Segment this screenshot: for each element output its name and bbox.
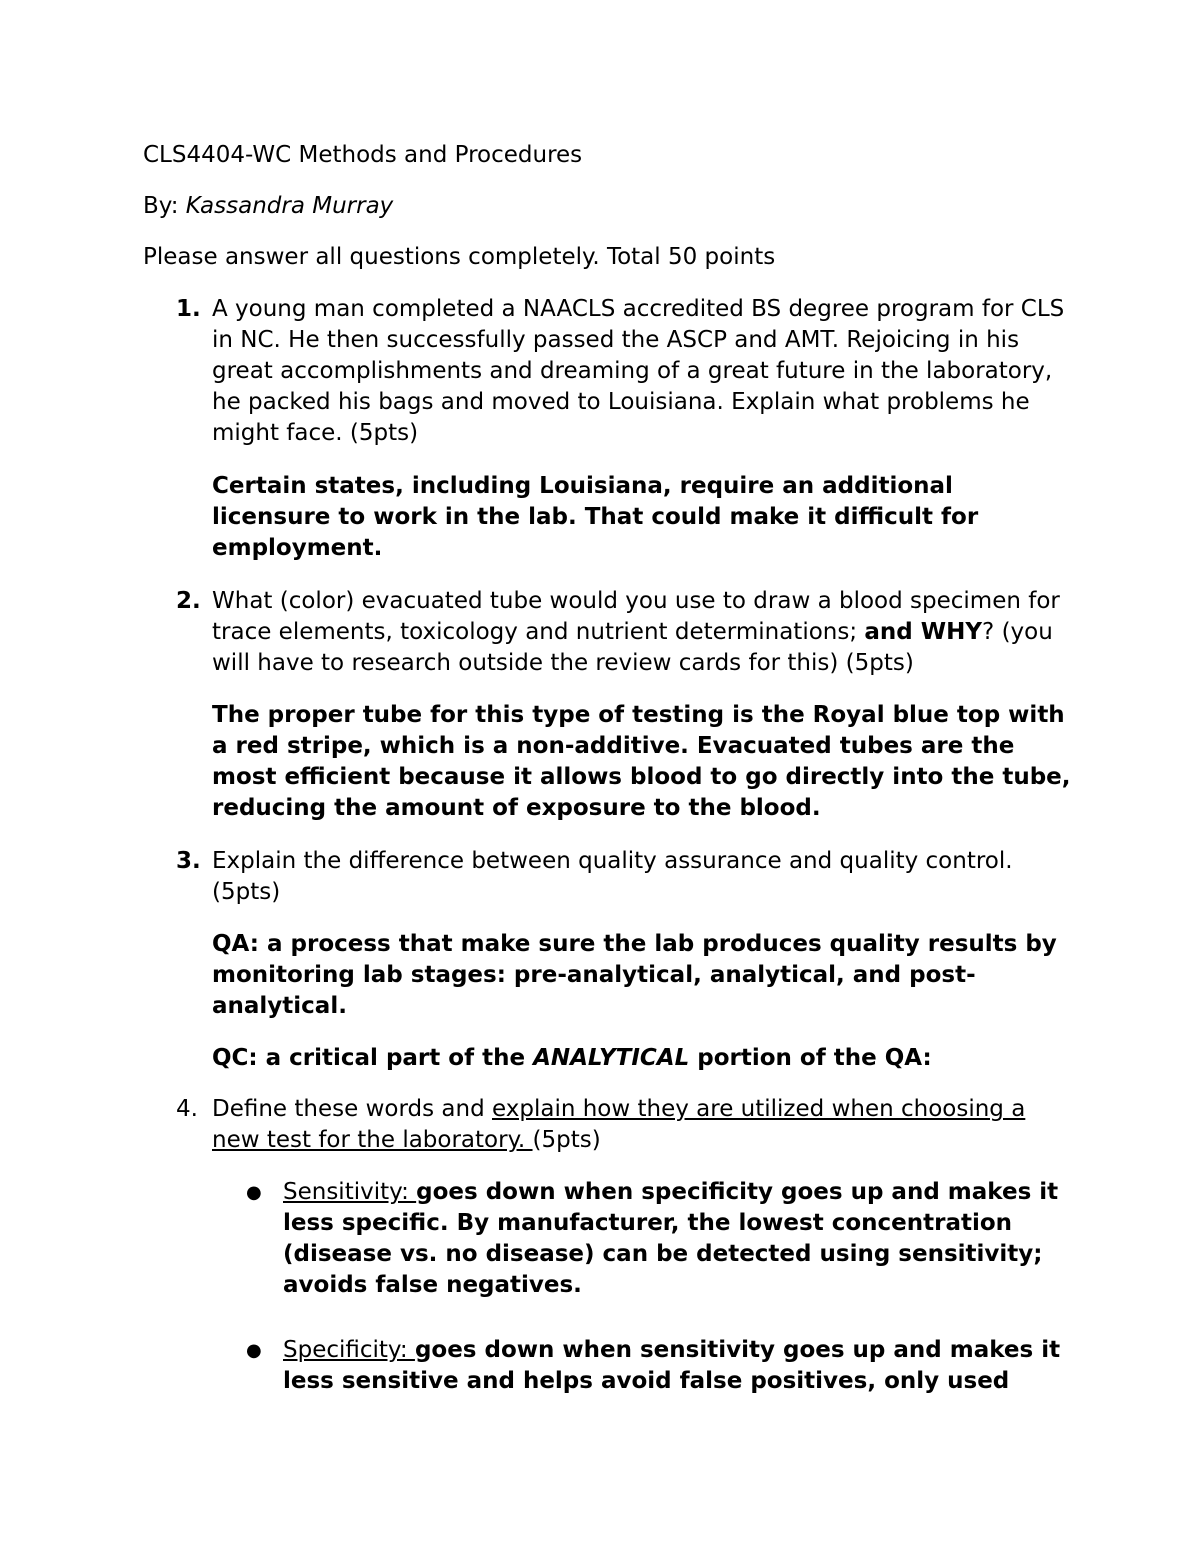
question-number: 1.: [176, 296, 201, 322]
document-title: CLS4404-WC Methods and Procedures: [143, 142, 583, 168]
question-text: [212, 1094, 1072, 1156]
question-text: [212, 586, 1072, 679]
answer-text: Certain states, including Louisiana, require an additional licensure to work in the lab. That could make it difficult for employment.: [212, 473, 979, 561]
question-emphasis: and WHY: [864, 619, 983, 645]
answer-text: The proper tube for this type of testing is the Royal blue top with a red stripe, which is a non-additive. Evacuated tubes are the most efficient because it allows blood to go directly into the tube, reducing the amount of exposure to the blood.: [212, 702, 1071, 821]
author-name: Kassandra Murray: [185, 193, 394, 219]
question-text: A young man completed a NAACLS accredited BS degree program for CLS in NC. He then successfully passed the ASCP and AMT. Rejoicing in his great accomplishments and dreaming of a great future in the laboratory, he packed his bags and moved to Louisiana. Explain what problems he might face. (5pts): [212, 296, 1065, 446]
question-text: Explain the difference between quality assurance and quality control. (5pts): [212, 848, 1013, 905]
answer-qc-part: QC: a critical part of the: [212, 1045, 534, 1071]
question-underlined: explain how they are utilized when choosing a new test for the laboratory.: [212, 1096, 1026, 1153]
term-item: [283, 1335, 1083, 1397]
term-definition: goes down when sensitivity goes up and makes it less sensitive and helps avoid false positives, only used: [283, 1337, 1061, 1394]
term-label: Specificity:: [283, 1337, 415, 1363]
term-label: Sensitivity:: [283, 1179, 417, 1205]
instructions: Please answer all questions completely. Total 50 points: [143, 244, 776, 270]
term-definition: goes down when specificity goes up and makes it less specific. By manufacturer, the lowest concentration (disease vs. no disease) can be detected using sensitivity; avoids false negatives.: [283, 1179, 1059, 1298]
by-label: By:: [143, 193, 186, 219]
author-line: [143, 191, 393, 222]
question-number: 4.: [176, 1096, 198, 1122]
question-number: 3.: [176, 848, 201, 874]
answer-qc: [212, 1043, 1072, 1074]
question-text-part: (5pts): [532, 1127, 601, 1153]
answer-qc-part: portion of the QA:: [689, 1045, 932, 1071]
question-text-part: Define these words and: [212, 1096, 492, 1122]
question-number: 2.: [176, 588, 201, 614]
question-text-part: What (color) evacuated tube would you use to draw a blood specimen for trace elements, toxicology and nutrient determinations;: [212, 588, 1060, 645]
bullet-icon: ●: [246, 1182, 262, 1203]
answer-qa: QA: a process that make sure the lab produces quality results by monitoring lab stages: pre-analytical, analytical, and post-analytical.: [212, 931, 1057, 1019]
term-item: [283, 1177, 1083, 1301]
question-text-part: ? (you will have to research outside the review cards for this) (5pts): [212, 619, 1053, 676]
bullet-icon: ●: [246, 1340, 262, 1361]
answer-qc-italic: ANALYTICAL: [533, 1045, 690, 1071]
